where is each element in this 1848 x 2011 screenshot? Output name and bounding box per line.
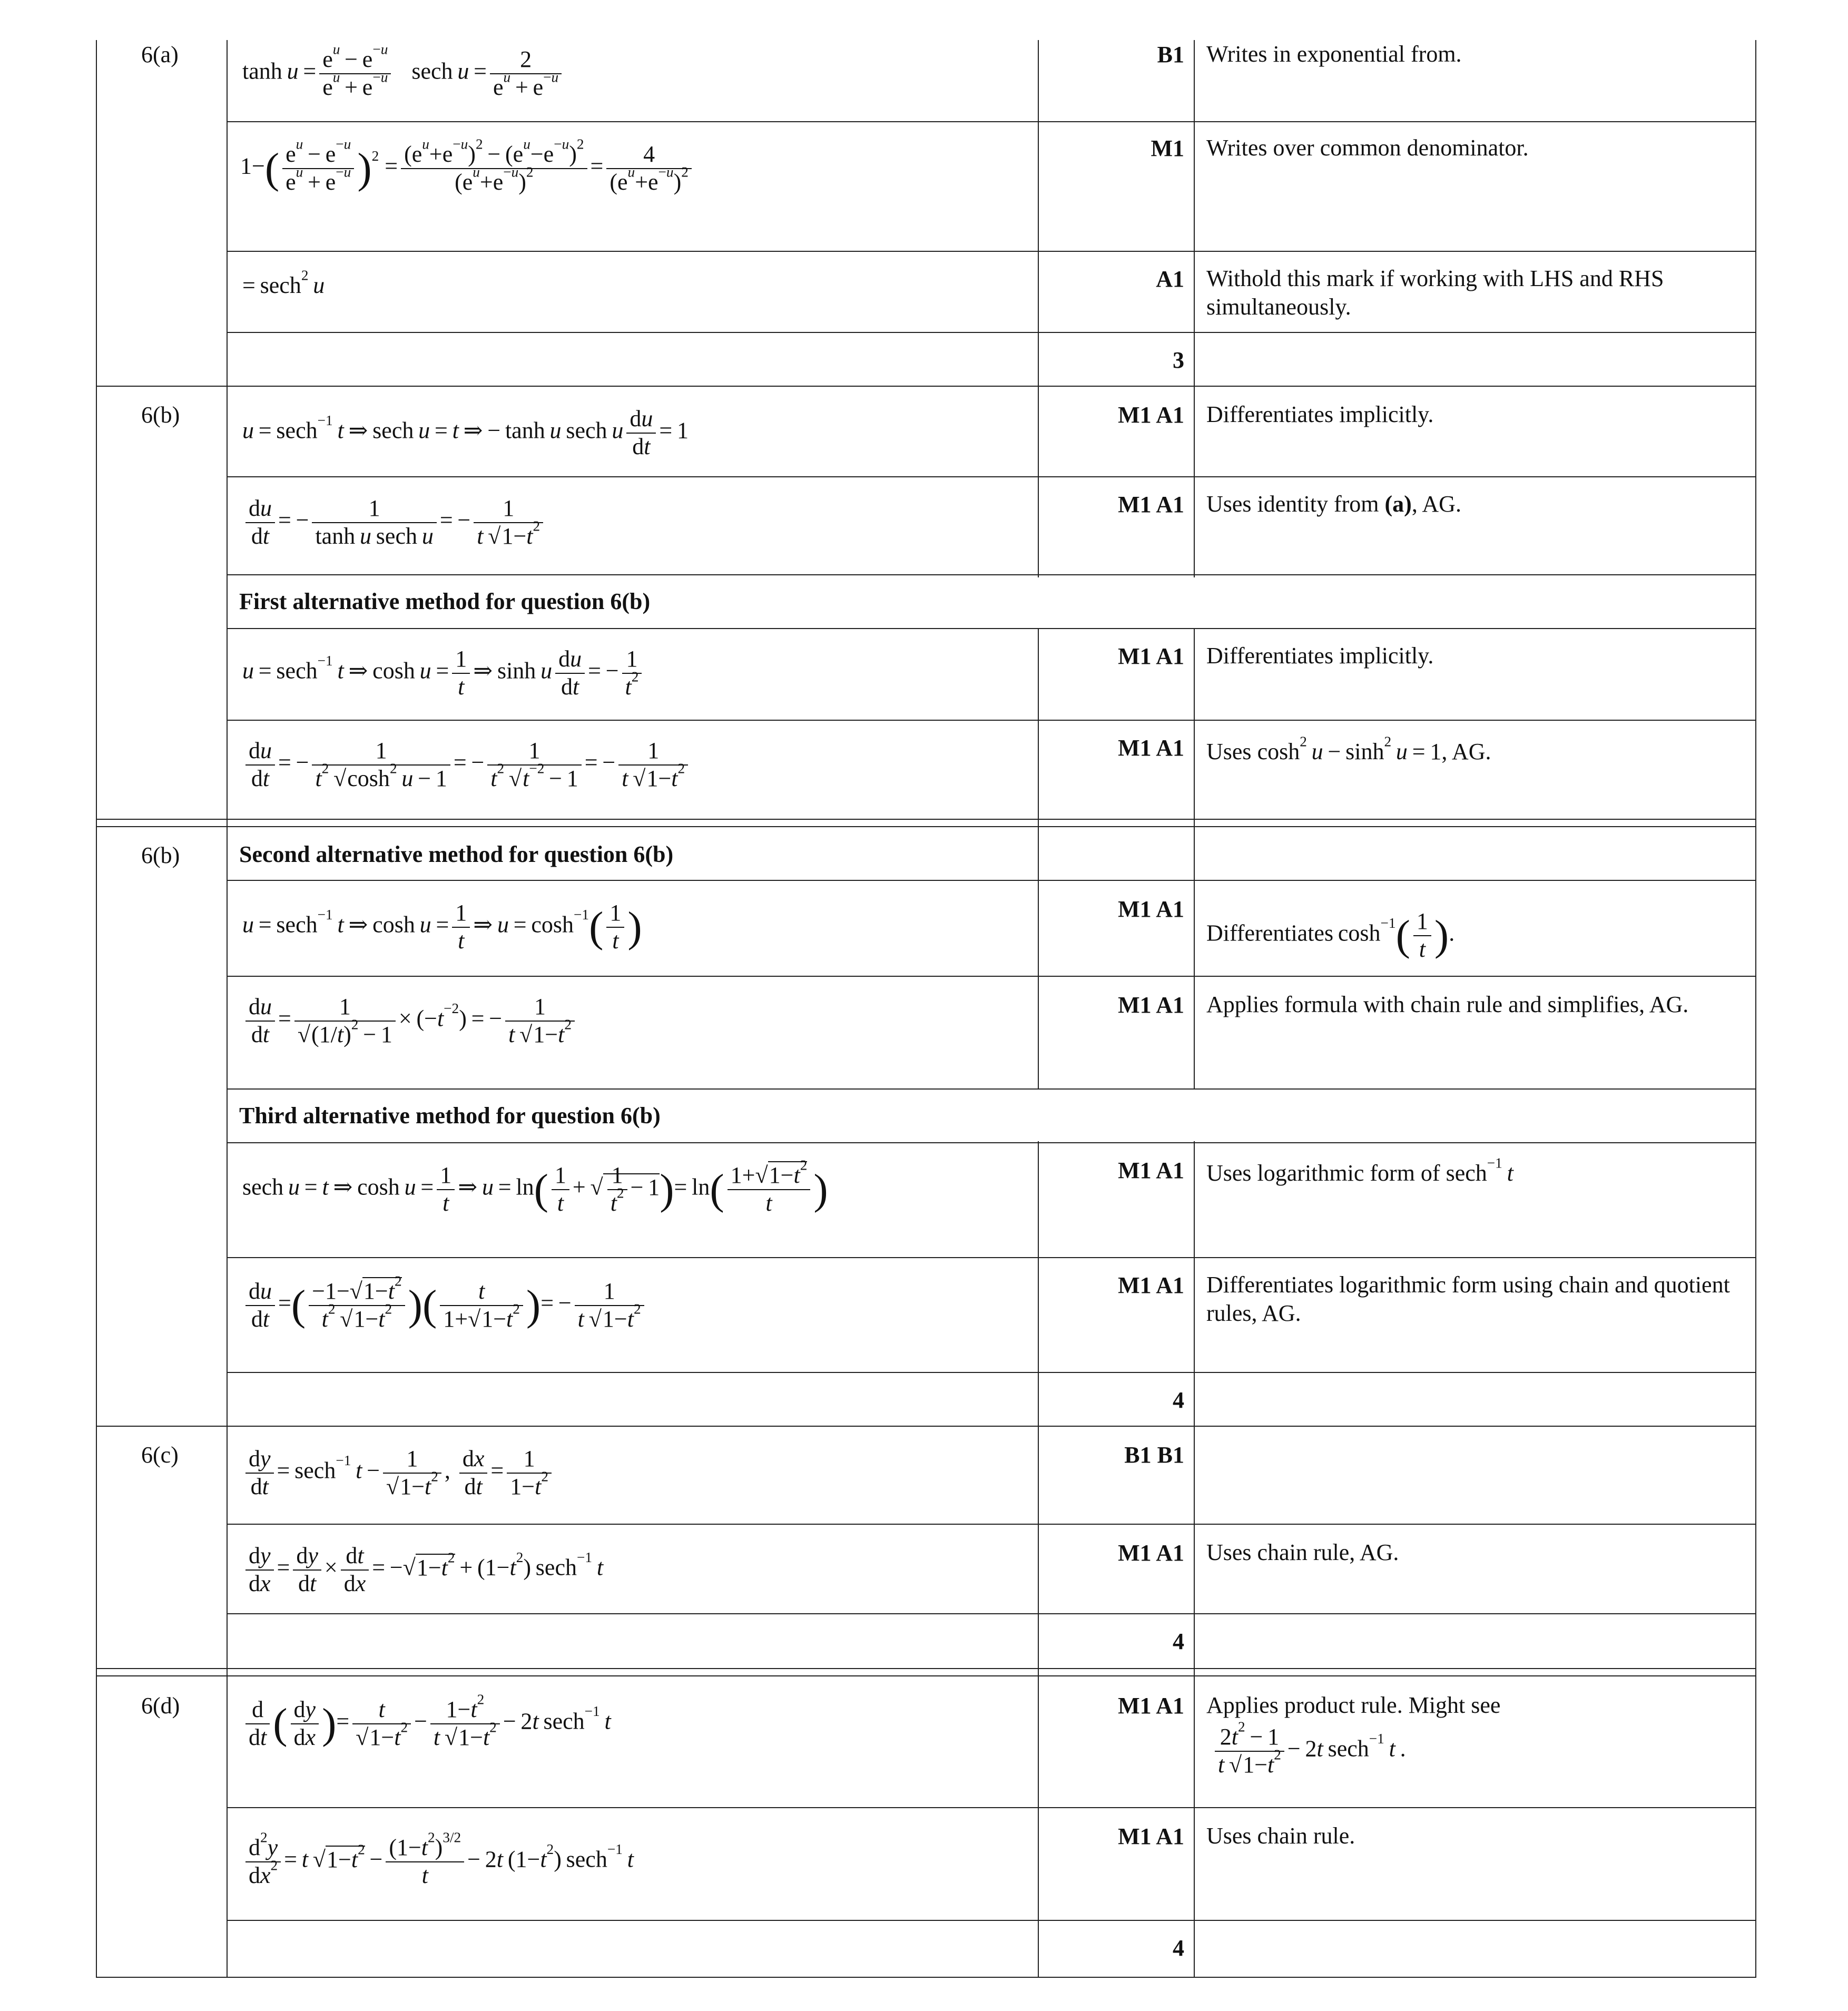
mark: M1 A1 bbox=[1118, 1540, 1184, 1566]
row-border bbox=[227, 1807, 1756, 1808]
row-border bbox=[227, 720, 1756, 721]
question-id: 6(b) bbox=[141, 842, 180, 868]
guidance: Applies formula with chain rule and simplifies, AG. bbox=[1206, 992, 1689, 1017]
answer-formula: 1−( $\frac{e^u - e^{-u}}{e^u + e^{-u}}$ )$^2$ = $\frac{(e^u+e^{-u})^2 - (e^u-e^{-u})^2}{(e^u+e^{-u})^2}$ = $\frac{4}{(e^u+e^{-u})^2}$ bbox=[240, 141, 695, 195]
answer-formula: sech u = t ⇒ cosh u = $\frac{1}{t}$ ⇒ u = ln( $\frac{1}{t}$ + √ $\frac{1}{t^2}$ − 1)= ln( $\frac{1+√1-t^2}{t}$ ) bbox=[242, 1157, 828, 1216]
guidance: Writes in exponential from. bbox=[1206, 41, 1462, 67]
row-border bbox=[227, 976, 1756, 977]
guidance: Uses logarithmic form of sech$^{-1}$ t bbox=[1206, 1155, 1513, 1186]
answer-formula: u = sech$^{-1}$ t ⇒ sech u = t ⇒ − tanh u sech u $\frac{du}{dt}$ = 1 bbox=[242, 406, 689, 459]
mark: B1 B1 bbox=[1124, 1442, 1184, 1468]
answer-formula: $\frac{dy}{dt}$ = sech$^{-1}$ t − $\frac{1}{√1-t^2}$ , $\frac{dx}{dt}$ = $\frac{1}{1-t^2}$ bbox=[242, 1446, 555, 1500]
answer-formula: $\frac{du}{dt}$ = − 1 tanh u sech u = − $\frac{1}{t √1-t^2}$ bbox=[242, 495, 546, 550]
row-border bbox=[227, 121, 1756, 122]
guidance-formula: $\frac{2t^2 - 1}{t √1-t^2}$ − 2t sech$^{-1}$ t . bbox=[1212, 1724, 1406, 1778]
column-divider-guidance bbox=[1194, 40, 1195, 577]
guidance: Writes over common denominator. bbox=[1206, 135, 1529, 161]
answer-formula: u = sech$^{-1}$ t ⇒ cosh u = $\frac{1}{t}$ ⇒ sinh u $\frac{du}{dt}$ = − $\frac{1}{t^2}$ bbox=[242, 646, 645, 700]
guidance: Uses chain rule. bbox=[1206, 1823, 1355, 1849]
row-border bbox=[96, 1977, 1756, 1978]
question-id: 6(d) bbox=[141, 1693, 180, 1719]
question-id: 6(a) bbox=[141, 42, 179, 67]
row-border bbox=[227, 1613, 1756, 1614]
answer-formula: $\frac{d}{dt}$ ( $\frac{dy}{dx}$ )= $\frac{t}{√1-t^2}$ − $\frac{1-t^2}{t √1-t^2}$ − 2t sech$^{-1}$ t bbox=[242, 1696, 611, 1751]
section-header: First alternative method for question 6(b) bbox=[239, 588, 651, 614]
answer-formula: $\frac{dy}{dx}$ = $\frac{dy}{dt}$ × $\frac{dt}{dx}$ = $-√1-t^2 + (1-t^2)$ sech$^{-1}$ t bbox=[242, 1543, 603, 1597]
row-border bbox=[96, 1668, 1756, 1669]
row-border bbox=[96, 386, 1756, 387]
row-border bbox=[227, 1524, 1756, 1525]
table-border-right bbox=[1755, 40, 1756, 1977]
mark: M1 A1 bbox=[1118, 1272, 1184, 1298]
guidance: Uses $\cosh^2 u - \sinh^2 u = 1$, AG. bbox=[1206, 733, 1491, 764]
column-divider-answer bbox=[227, 40, 228, 1977]
mark: M1 A1 bbox=[1118, 1693, 1184, 1719]
row-border bbox=[96, 826, 1756, 827]
row-border bbox=[227, 1088, 1756, 1090]
mark-total: 4 bbox=[1173, 1387, 1184, 1413]
guidance: Uses chain rule, AG. bbox=[1206, 1539, 1399, 1565]
answer-formula: u = sech$^{-1}$ t ⇒ cosh u = $\frac{1}{t}$ ⇒ $u = \cosh^{-1}$( $\frac{1}{t}$ ) bbox=[242, 900, 642, 954]
guidance: Withold this mark if working with LHS and RHS simultaneously. bbox=[1206, 266, 1664, 320]
row-border bbox=[227, 1257, 1756, 1258]
mark: M1 A1 bbox=[1118, 1157, 1184, 1183]
table-border-left bbox=[96, 40, 97, 1977]
column-divider-guidance bbox=[1194, 629, 1195, 1090]
guidance: Differentiates $\cosh^{-1}$( $\frac{1}{t}$ ). bbox=[1206, 908, 1455, 962]
answer-formula: = sech$^2$ u bbox=[242, 267, 325, 298]
guidance: Uses identity from (a), AG. bbox=[1206, 491, 1461, 517]
answer-formula: tanh u = $\frac{e^u - e^{-u}}{e^u + e^{-u}}$ sech u = $\frac{2}{e^u + e^{-u}}$ bbox=[242, 46, 565, 101]
answer-formula: $\frac{du}{dt}$ = − $\frac{1}{t^2 √\cosh^2 u - 1}$ = − $\frac{1}{t^2 √t^{-2} - 1}$ = − $\frac{1}{t √1-t^2}$ bbox=[242, 738, 691, 792]
row-border bbox=[227, 628, 1756, 629]
answer-formula: $\frac{du}{dt}$ =( $\frac{-1-√1-t^2}{t^2 √1-t^2}$ )( $\frac{t}{1+√1-t^2}$ )= − $\frac{1}{t √1-t^2}$ bbox=[242, 1278, 647, 1332]
guidance: Applies product rule. Might see bbox=[1206, 1692, 1501, 1718]
answer-formula: $\frac{d^2y}{dx^2}$ = t $√1-t^2$ − $\frac{(1-t^2)^{3/2}}{t}$ − 2t $(1-t^2)$ sech$^{-1}$ t bbox=[242, 1835, 634, 1889]
row-border bbox=[227, 476, 1756, 477]
question-id: 6(b) bbox=[141, 402, 180, 428]
row-border bbox=[227, 880, 1756, 881]
mark: M1 A1 bbox=[1118, 896, 1184, 922]
section-header: Third alternative method for question 6(b) bbox=[239, 1103, 661, 1129]
row-border bbox=[227, 251, 1756, 252]
question-id: 6(c) bbox=[141, 1442, 179, 1468]
mark: M1 A1 bbox=[1118, 492, 1184, 517]
mark-total: 4 bbox=[1173, 1935, 1184, 1961]
guidance: Differentiates implicitly. bbox=[1206, 643, 1434, 669]
mark: M1 A1 bbox=[1118, 402, 1184, 428]
row-border bbox=[96, 1426, 1756, 1427]
answer-formula: $\frac{du}{dt}$ = $\frac{1}{√(1/t)^2 - 1}$ × $(-t^{-2})$ = − $\frac{1}{t √1-t^2}$ bbox=[242, 994, 578, 1048]
row-border bbox=[227, 1142, 1756, 1143]
row-border bbox=[227, 1372, 1756, 1373]
mark: A1 bbox=[1156, 266, 1184, 292]
row-border bbox=[96, 1675, 1756, 1676]
mark: M1 A1 bbox=[1118, 643, 1184, 669]
row-border bbox=[96, 819, 1756, 820]
row-border bbox=[227, 1920, 1756, 1921]
mark: M1 A1 bbox=[1118, 1823, 1184, 1849]
guidance: Differentiates logarithmic form using chain and quotient rules, AG. bbox=[1206, 1272, 1730, 1326]
mark-total: 4 bbox=[1173, 1629, 1184, 1654]
row-border bbox=[227, 332, 1756, 333]
guidance: Differentiates implicitly. bbox=[1206, 401, 1434, 427]
mark: M1 A1 bbox=[1118, 992, 1184, 1018]
column-divider-guidance bbox=[1194, 1141, 1195, 1977]
section-header: Second alternative method for question 6(b) bbox=[239, 841, 674, 867]
mark-total: 3 bbox=[1173, 347, 1184, 373]
mark: B1 bbox=[1157, 42, 1184, 67]
mark: M1 A1 bbox=[1118, 735, 1184, 761]
row-border bbox=[227, 574, 1756, 575]
mark: M1 bbox=[1151, 135, 1184, 161]
